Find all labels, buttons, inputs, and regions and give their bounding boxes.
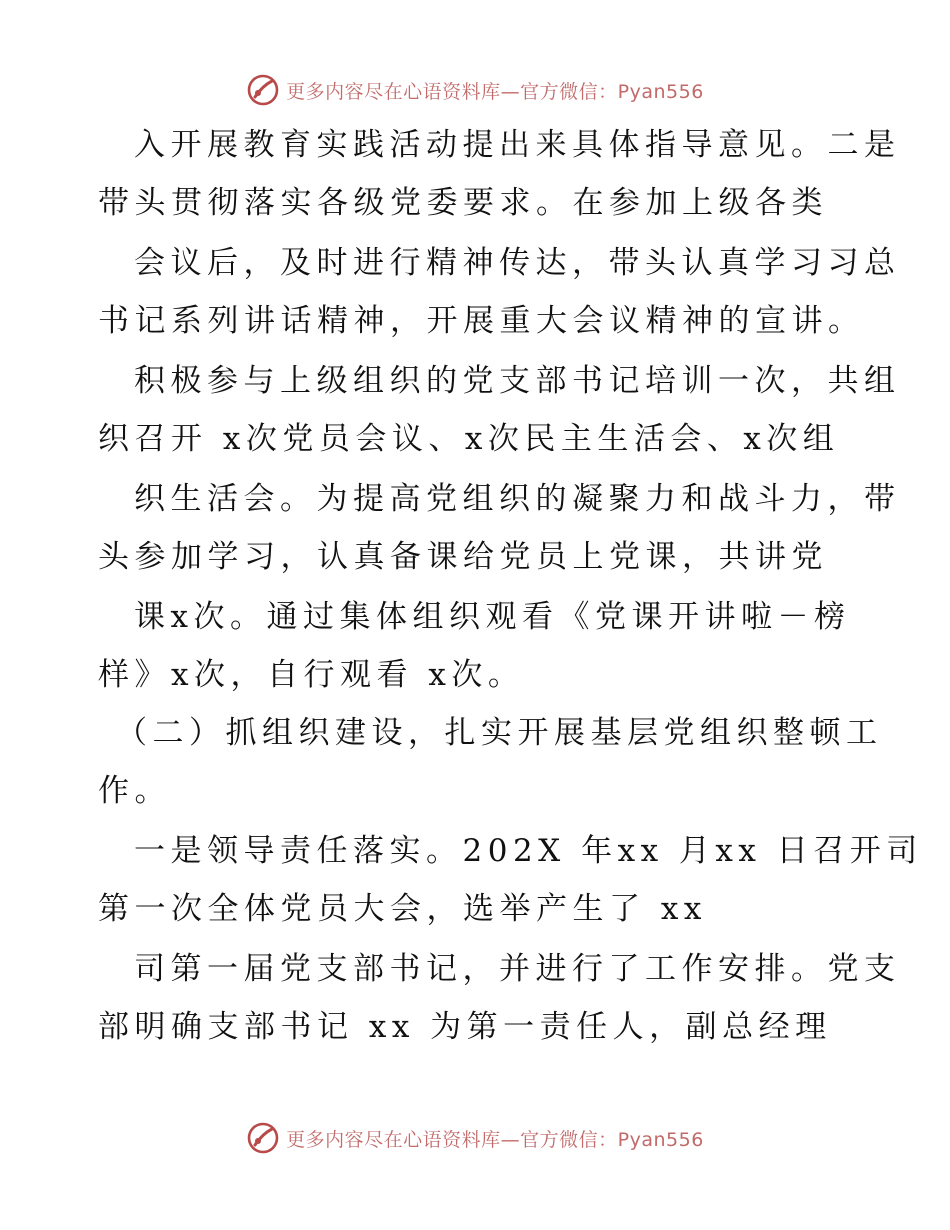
text-line: 织召开 x次党员会议、x次民主生活会、x次组: [98, 421, 840, 457]
text-line: 带头贯彻落实各级党委要求。在参加上级各类: [98, 185, 828, 221]
text-line: 头参加学习，认真备课给党员上党课，共讲党: [98, 539, 828, 575]
text-line: 部明确支部书记 xx 为第一责任人，副总经理: [98, 1009, 832, 1045]
text-line: 积极参与上级组织的党支部书记培训一次，共组: [134, 363, 901, 399]
text-line: 司第一届党支部书记，并进行了工作安排。党支: [134, 951, 901, 987]
page-header-watermark: [0, 70, 950, 110]
watermark-text: 更多内容尽在心语资料库—官方微信：Pyan556: [286, 1128, 704, 1151]
text-line: 会议后，及时进行精神传达，带头认真学习习总: [134, 245, 901, 281]
text-line: 第一次全体党员大会，选举产生了 xx: [98, 891, 707, 927]
text-line: 作。: [98, 773, 171, 809]
text-line: 一是领导责任落实。202X 年xx 月xx 日召开司: [134, 833, 923, 869]
text-line: 样》x次，自行观看 x次。: [98, 657, 525, 693]
brush-seal-icon: [246, 73, 280, 107]
text-line: 课x次。通过集体组织观看《党课开讲啦－榜: [134, 599, 851, 635]
section-heading: （二）抓组织建设，扎实开展基层党组织整顿工: [116, 715, 883, 751]
page-footer-watermark: [0, 1118, 950, 1158]
brush-seal-icon: [246, 1121, 280, 1155]
text-line: 织生活会。为提高党组织的凝聚力和战斗力，带: [134, 481, 901, 517]
text-line: 书记系列讲话精神，开展重大会议精神的宣讲。: [98, 303, 865, 339]
watermark-text: 更多内容尽在心语资料库—官方微信：Pyan556: [286, 80, 704, 103]
text-line: 入开展教育实践活动提出来具体指导意见。二是: [134, 127, 901, 163]
